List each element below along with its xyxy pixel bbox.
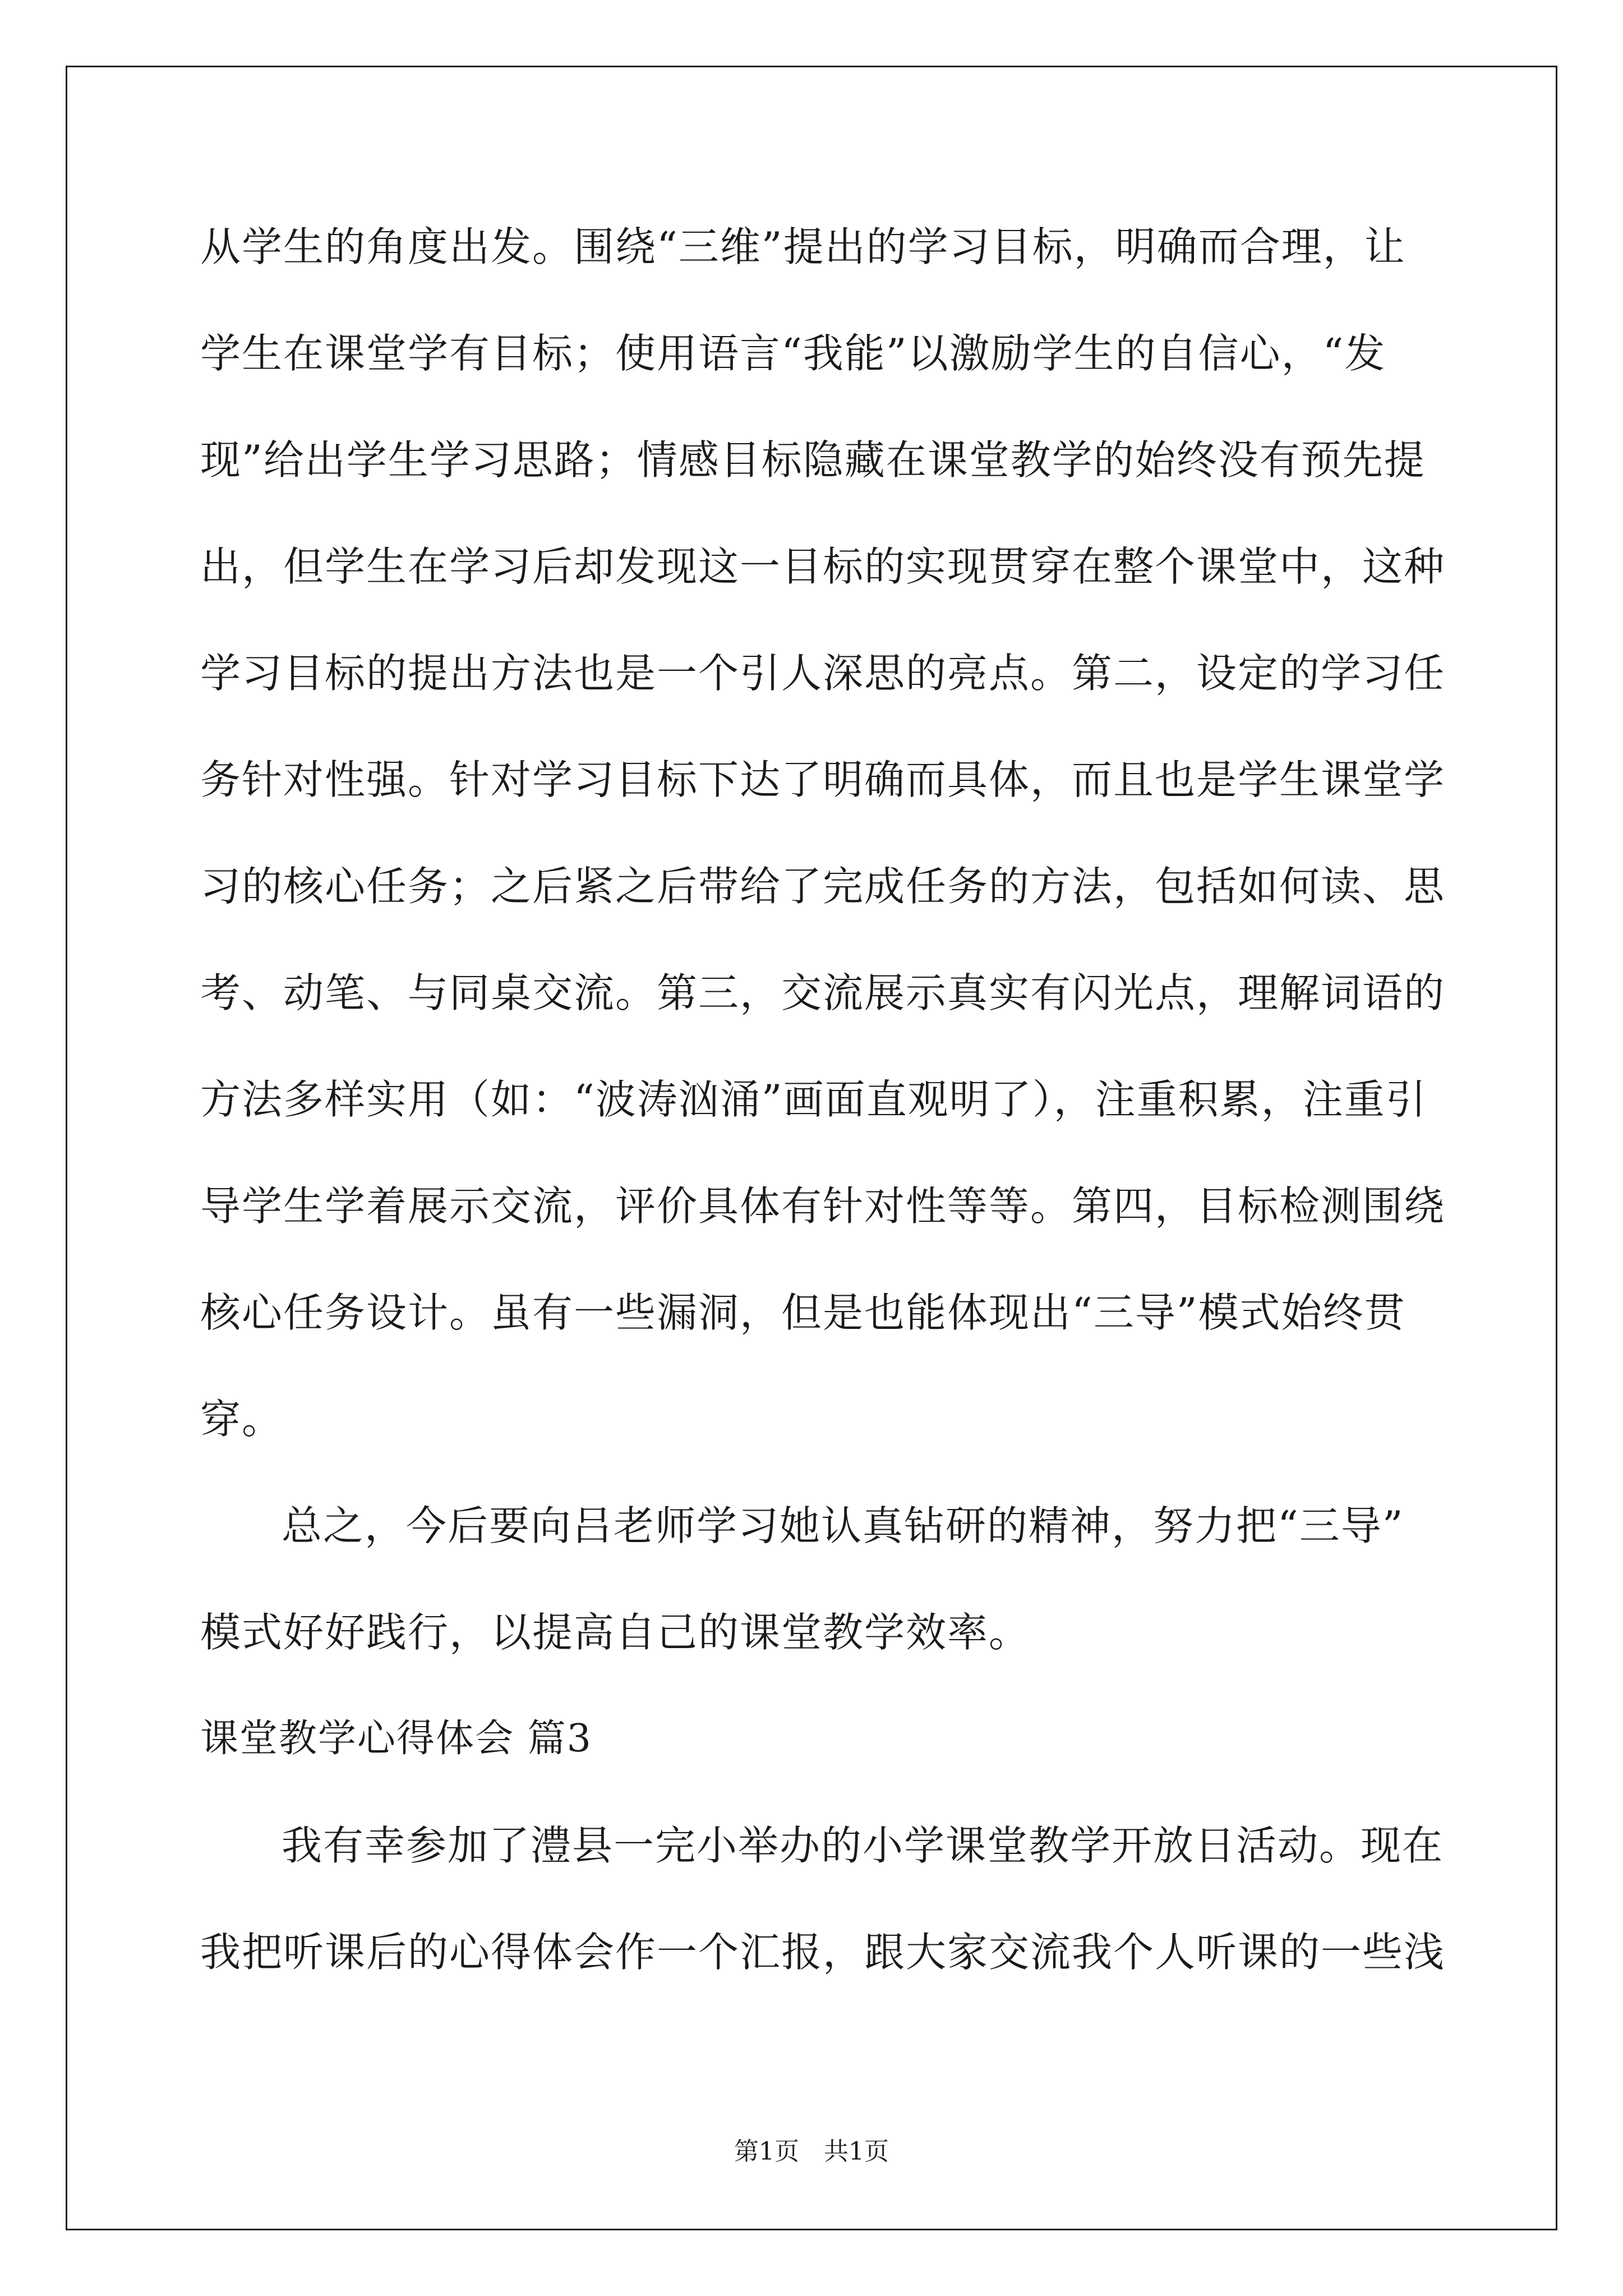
page-number-footer: 第1页 共1页 — [734, 2137, 889, 2166]
paragraph-line: 学生在课堂学有目标；使用语言“我能”以激励学生的自信心，“发 — [200, 330, 1386, 377]
conclusion-line: 总之，今后要向吕老师学习她认真钻研的精神，努力把“三导” — [282, 1502, 1404, 1549]
page-border — [66, 66, 1557, 2230]
paragraph-line: 核心任务设计。虽有一些漏洞，但是也能体现出“三导”模式始终贯 — [200, 1289, 1406, 1336]
conclusion-line: 模式好好践行，以提高自己的课堂教学效率。 — [200, 1609, 1031, 1656]
paragraph-line: 学习目标的提出方法也是一个引人深思的亮点。第二，设定的学习任 — [200, 650, 1446, 697]
paragraph-line: 我把听课后的心得体会作一个汇报，跟大家交流我个人听课的一些浅 — [200, 1929, 1446, 1976]
paragraph-line: 现”给出学生学习思路；情感目标隐藏在课堂教学的始终没有预先提 — [200, 436, 1426, 484]
paragraph-line: 务针对性强。针对学习目标下达了明确而具体，而且也是学生课堂学 — [200, 756, 1446, 803]
paragraph-line: 我有幸参加了澧县一完小举办的小学课堂教学开放日活动。现在 — [282, 1822, 1444, 1869]
paragraph-line: 考、动笔、与同桌交流。第三，交流展示真实有闪光点，理解词语的 — [200, 969, 1446, 1016]
paragraph-line: 方法多样实用（如：“波涛汹涌”画面直观明了），注重积累，注重引 — [200, 1076, 1427, 1123]
paragraph-line: 从学生的角度出发。围绕“三维”提出的学习目标，明确而合理，让 — [200, 223, 1406, 270]
paragraph-line: 穿。 — [200, 1396, 284, 1443]
section-heading: 课堂教学心得体会 篇3 — [200, 1717, 592, 1761]
paragraph-line: 习的核心任务；之后紧之后带给了完成任务的方法，包括如何读、思 — [200, 863, 1446, 910]
paragraph-line: 导学生学着展示交流，评价具体有针对性等等。第四，目标检测围绕 — [200, 1182, 1446, 1230]
paragraph-line: 出，但学生在学习后却发现这一目标的实现贯穿在整个课堂中，这种 — [200, 543, 1446, 590]
